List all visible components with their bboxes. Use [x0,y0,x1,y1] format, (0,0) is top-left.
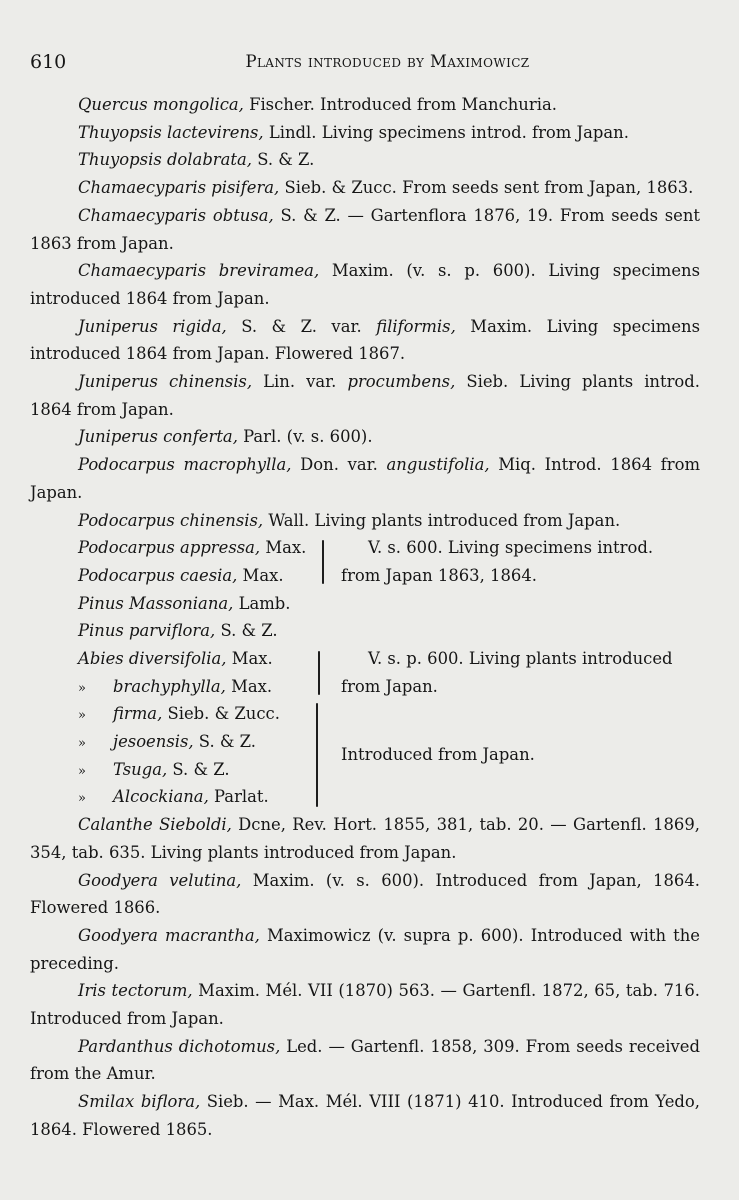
entry-text: S. & Z. [251,150,315,170]
group-note: Introduced from Japan. [341,745,535,764]
group-line [30,783,700,811]
entry-text: Led. — Gartenfl. 1858, 309. From seeds received from the Amur. [30,1036,700,1084]
ditto-mark: » [78,708,86,724]
species-entry [30,811,700,866]
curly-brace [322,540,324,584]
species-entry [30,368,700,423]
page-header [30,51,709,75]
variety-name: filiformis, [376,316,456,336]
species-name: Thuyopsis dolabrata, [78,150,252,170]
species-name: Abies diversifolia, [78,649,227,668]
group-note: V. s. 600. Living specimens introd. [368,538,654,558]
entry-text: Miq. Introd. 1864 from Japan. [30,455,700,502]
species-name: Juniperus chinensis, [78,372,253,392]
species-name: Goodyera macrantha, [78,925,260,945]
species-entry [30,313,700,368]
entry-text: Maxim. Mél. VII (1870) 563. — Gartenfl. 1872, 65, tab. 716. Introduced from Japan. [30,981,700,1029]
species-author: Max. [225,676,273,696]
podocarpus-group [30,534,700,589]
species-name: Calanthe Sieboldi, [78,815,232,835]
entry-text: Dcne, Rev. Hort. 1855, 381, tab. 20. — Gartenfl. 1869, 354, tab. 635. Living plants introduced from Japan. [30,815,700,862]
entry-text: Maxim. Living specimens introduced 1864 from Japan. Flowered 1867. [30,316,700,364]
species-name: Podocarpus macrophylla, [78,455,292,475]
species-name: Chamaecyparis breviramea, [78,261,320,281]
entry-text: Don. var. [291,455,387,475]
pinus-line [30,590,700,618]
curly-brace [316,703,318,807]
entry-text: Maximowicz (v. supra p. 600). Introduced with the preceding. [30,925,700,973]
species-author: Sieb. & Zucc. [162,704,280,724]
entry-text: Fischer. Introduced from Manchuria. [243,95,557,114]
species-author: S. & Z. [167,759,230,779]
species-name: firma, [113,704,163,724]
species-name: Juniperus conferta, [78,427,238,447]
group-note: from Japan 1863, 1864. [341,565,537,585]
ditto-mark: » [78,763,86,779]
pinus-lines [30,590,700,645]
entry-text: Maxim. (v. s. 600). Introduced from Japan, 1864. Flowered 1866. [30,870,700,918]
species-entry [30,507,700,535]
species-author: S. & Z. [193,732,256,752]
entry-text: Sieb. — Max. Mél. VIII (1871) 410. Introduced from Yedo, 1864. Flowered 1865. [30,1092,700,1139]
page-number: 610 [30,51,67,73]
species-name: Smilax biflora, [78,1092,201,1112]
species-entry [30,146,700,174]
ditto-mark: » [78,736,86,752]
species-name: Quercus mongolica, [78,95,244,114]
entry-text: Lindl. Living specimens introd. from Japan. [263,122,629,142]
species-name: Chamaecyparis obtusa, [78,205,274,225]
species-entry [30,119,700,147]
species-name: Iris tectorum, [78,981,193,1001]
curly-brace [318,651,320,695]
ditto-mark: » [78,680,86,696]
species-author: Max. [237,565,284,585]
species-author: Max. [226,649,273,668]
species-name: Thuyopsis lactevirens, [78,122,264,142]
species-entry [30,1088,700,1143]
species-entry [30,202,700,257]
species-name: Alcockiana, [113,787,209,807]
abies-group [30,645,700,811]
species-entry [30,451,700,506]
species-author: S. & Z. [215,621,278,641]
group-note: from Japan. [341,676,438,696]
species-entry [30,257,700,312]
entry-text: S. & Z. var. [226,316,377,336]
entry-text: Wall. Living plants introduced from Japan. [263,510,621,530]
species-entry [30,977,700,1032]
species-entry [30,174,700,202]
species-list [30,91,700,1144]
variety-name: angustifolia, [386,455,490,475]
ditto-mark: » [78,791,86,807]
species-author: Parlat. [208,787,269,807]
species-entry [30,1033,700,1088]
entry-text: Lin. var. [252,372,348,392]
species-author: Max. [260,538,307,558]
species-name: jesoensis, [113,732,194,752]
group-line [30,700,700,728]
pinus-line [30,617,700,645]
species-name: Podocarpus chinensis, [78,510,264,530]
running-title: Plants introduced by Maximowicz [245,52,530,71]
species-author: Lamb. [233,593,291,613]
entry-text: Parl. (v. s. 600). [237,427,373,447]
species-name: brachyphylla, [113,676,226,696]
species-name: Chamaecyparis pisifera, [78,178,280,198]
species-name: Pinus parviflora, [78,621,216,641]
species-entry [30,423,700,451]
species-name: Tsuga, [113,759,168,779]
variety-name: procumbens, [347,372,456,392]
entries-before-groups [30,91,700,534]
species-name: Pardanthus dichotomus, [78,1036,281,1056]
species-name: Goodyera velutina, [78,870,242,890]
entry-text: Sieb. Living plants introd. 1864 from Japan. [30,372,700,419]
entry-text: Maxim. (v. s. p. 600). Living specimens introduced 1864 from Japan. [30,261,700,308]
species-entry [30,867,700,922]
species-entry [30,91,700,119]
entries-after-groups [30,811,700,1143]
entry-text: S. & Z. — Gartenflora 1876, 19. From seeds sent 1863 from Japan. [30,205,700,253]
species-name: Juniperus rigida, [78,316,227,336]
species-entry [30,922,700,977]
group-note: V. s. p. 600. Living plants introduced [368,649,673,668]
species-name: Podocarpus appressa, [78,538,261,558]
species-name: Podocarpus caesia, [78,565,238,585]
entry-text: Sieb. & Zucc. From seeds sent from Japan, 1863. [279,178,694,198]
species-name: Pinus Massoniana, [78,593,234,613]
